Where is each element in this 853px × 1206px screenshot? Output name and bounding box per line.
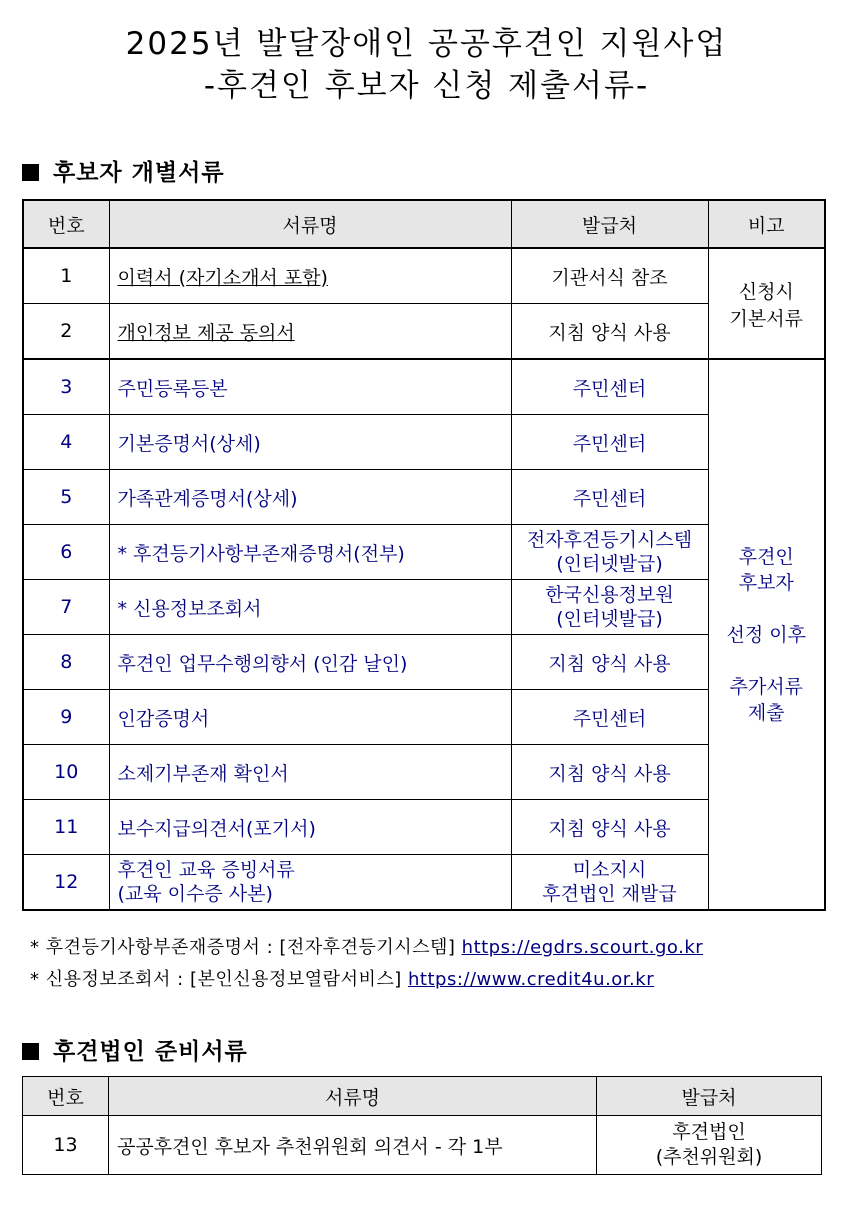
issuer: 주민센터 [511, 470, 708, 525]
table-header-row [23, 1077, 822, 1116]
issuer: 후견법인 (추천위원회) [597, 1116, 822, 1175]
document-name: 후견인 교육 증빙서류 (교육 이수증 사본) [109, 855, 511, 911]
row-no: 8 [23, 635, 109, 690]
credit4u-link[interactable]: https://www.credit4u.or.kr [408, 969, 655, 990]
document-name: 주민등록등본 [109, 359, 511, 415]
issuer: 미소지시 후견법인 재발급 [511, 855, 708, 911]
page-title: 2025년 발달장애인 공공후견인 지원사업 [125, 26, 728, 62]
document-name: 공공후견인 후보자 추천위원회 의견서 - 각 1부 [109, 1116, 597, 1175]
issuer: 주민센터 [511, 415, 708, 470]
table-row [23, 580, 825, 635]
table-row [23, 470, 825, 525]
corporation-documents-table [22, 1076, 822, 1175]
header-issuer: 발급처 [511, 200, 708, 248]
document-name: 기본증명서(상세) [109, 415, 511, 470]
row-no: 7 [23, 580, 109, 635]
table-row [23, 525, 825, 580]
table-row [23, 690, 825, 745]
table-row [23, 745, 825, 800]
document-name: * 신용정보조회서 [109, 580, 511, 635]
square-bullet-icon [22, 164, 39, 181]
table-row [23, 855, 825, 911]
page-subtitle: -후견인 후보자 신청 제출서류- [203, 68, 650, 104]
header-name: 서류명 [109, 200, 511, 248]
row-no: 4 [23, 415, 109, 470]
table-row [23, 635, 825, 690]
individual-documents-table [22, 199, 826, 911]
document-name: 소제기부존재 확인서 [109, 745, 511, 800]
section-heading-corporation: 후견법인 준비서류 [22, 1033, 248, 1066]
issuer: 지침 양식 사용 [511, 745, 708, 800]
remark-extra: 후견인 후보자 선정 이후 추가서류 제출 [708, 359, 825, 910]
table-row [23, 800, 825, 855]
issuer: 기관서식 참조 [511, 248, 708, 304]
issuer: 지침 양식 사용 [511, 635, 708, 690]
document-name: 보수지급의견서(포기서) [109, 800, 511, 855]
row-no: 3 [23, 359, 109, 415]
header-name: 서류명 [109, 1077, 597, 1116]
footnote-guardianship-certificate: * 후견등기사항부존재증명서 : [전자후견등기시스템] https://egdrs.scourt.go.kr [30, 937, 704, 958]
row-no: 12 [23, 855, 109, 911]
document-name: * 후견등기사항부존재증명서(전부) [109, 525, 511, 580]
document-name: 개인정보 제공 동의서 [117, 321, 295, 344]
header-remark: 비고 [708, 200, 825, 248]
table-header-row [23, 200, 825, 248]
row-no: 5 [23, 470, 109, 525]
header-issuer: 발급처 [597, 1077, 822, 1116]
table-row [23, 415, 825, 470]
issuer: 한국신용정보원 (인터넷발급) [511, 580, 708, 635]
document-name: 가족관계증명서(상세) [109, 470, 511, 525]
issuer: 주민센터 [511, 690, 708, 745]
issuer: 주민센터 [511, 359, 708, 415]
row-no: 2 [23, 304, 109, 360]
issuer: 전자후견등기시스템 (인터넷발급) [511, 525, 708, 580]
document-name: 후견인 업무수행의향서 (인감 날인) [109, 635, 511, 690]
egdrs-link[interactable]: https://egdrs.scourt.go.kr [461, 937, 704, 958]
row-no: 6 [23, 525, 109, 580]
document-name: 인감증명서 [109, 690, 511, 745]
table-row [23, 248, 825, 304]
issuer: 지침 양식 사용 [511, 304, 708, 360]
footnote-credit-report: * 신용정보조회서 : [본인신용정보열람서비스] https://www.credit4u.or.kr [30, 969, 655, 990]
header-no: 번호 [23, 200, 109, 248]
table-row [23, 1116, 822, 1175]
row-no: 9 [23, 690, 109, 745]
document-name: 이력서 (자기소개서 포함) [117, 266, 328, 289]
remark-basic: 신청시 기본서류 [708, 248, 825, 359]
table-row [23, 304, 825, 360]
row-no: 11 [23, 800, 109, 855]
square-bullet-icon [22, 1043, 39, 1060]
table-row [23, 359, 825, 415]
row-no: 13 [23, 1116, 109, 1175]
header-no: 번호 [23, 1077, 109, 1116]
row-no: 1 [23, 248, 109, 304]
issuer: 지침 양식 사용 [511, 800, 708, 855]
section-heading-individual: 후보자 개별서류 [22, 154, 225, 187]
row-no: 10 [23, 745, 109, 800]
